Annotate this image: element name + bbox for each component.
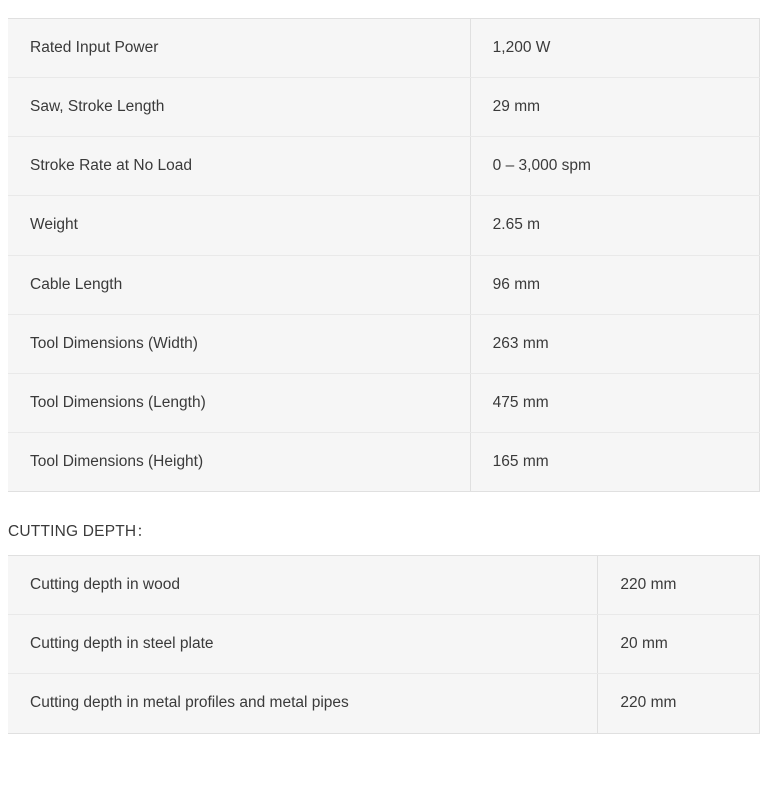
table-row <box>8 556 760 615</box>
table-row <box>8 432 760 491</box>
cutting-depth-label: Cutting depth in metal profiles and metal pipes <box>8 674 598 733</box>
cutting-depth-heading: CUTTING DEPTH： <box>8 523 153 541</box>
cutting-depth-value: 20 mm <box>598 615 760 674</box>
spec-label: Cable Length <box>8 255 470 314</box>
spec-value: 1,200 W <box>470 19 759 78</box>
cutting-depth-value: 220 mm <box>598 674 760 733</box>
spec-label: Tool Dimensions (Height) <box>8 432 470 491</box>
cutting-depth-label: Cutting depth in steel plate <box>8 615 598 674</box>
table-row <box>8 314 760 373</box>
table-row <box>8 615 760 674</box>
spec-value: 475 mm <box>470 373 759 432</box>
table-row <box>8 196 760 255</box>
specifications-table-body <box>8 19 760 492</box>
table-row <box>8 255 760 314</box>
spec-value: 96 mm <box>470 255 759 314</box>
table-row <box>8 674 760 733</box>
cutting-depth-table-body <box>8 556 760 733</box>
spec-value: 263 mm <box>470 314 759 373</box>
cutting-depth-table <box>8 555 760 733</box>
spec-value: 2.65 m <box>470 196 759 255</box>
cutting-depth-label: Cutting depth in wood <box>8 556 598 615</box>
spec-label: Weight <box>8 196 470 255</box>
table-row <box>8 19 760 78</box>
spec-value: 165 mm <box>470 432 759 491</box>
spec-label: Tool Dimensions (Width) <box>8 314 470 373</box>
specifications-table <box>8 18 760 492</box>
table-row <box>8 78 760 137</box>
spec-label: Stroke Rate at No Load <box>8 137 470 196</box>
spec-value: 0 – 3,000 spm <box>470 137 759 196</box>
table-row <box>8 373 760 432</box>
spec-label: Tool Dimensions (Length) <box>8 373 470 432</box>
cutting-depth-value: 220 mm <box>598 556 760 615</box>
spec-label: Saw, Stroke Length <box>8 78 470 137</box>
spec-label: Rated Input Power <box>8 19 470 78</box>
table-row <box>8 137 760 196</box>
bottom-spacer <box>8 734 760 748</box>
spec-value: 29 mm <box>470 78 759 137</box>
